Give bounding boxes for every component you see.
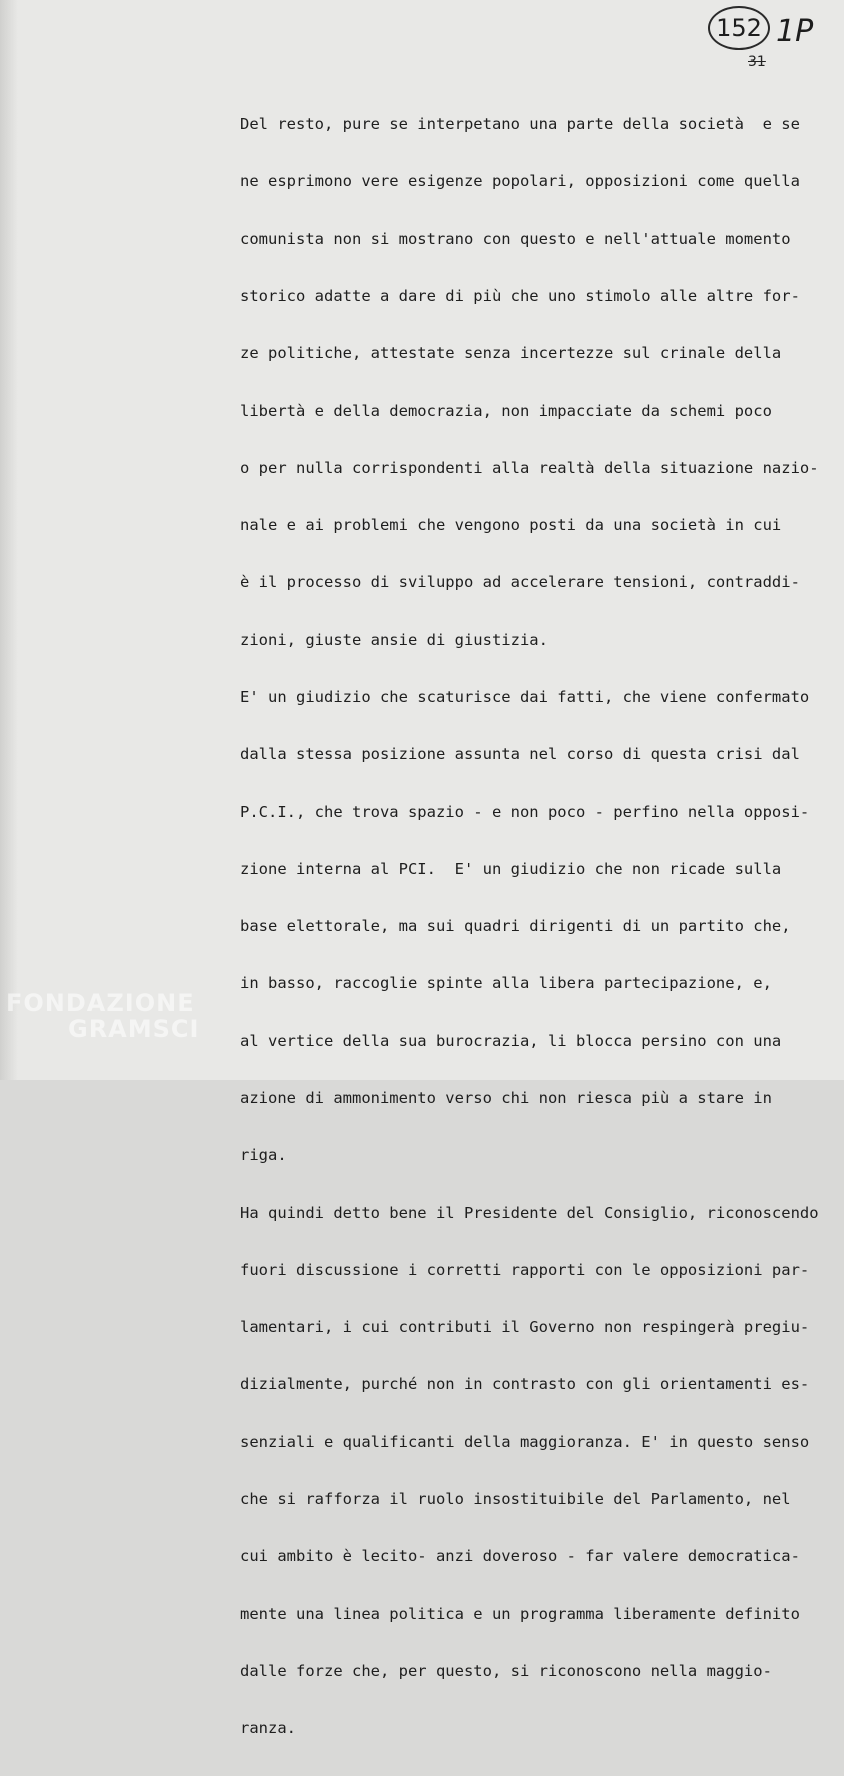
page-edge-shadow bbox=[0, 0, 18, 1080]
text-line: in basso, raccoglie spinte alla libera partecipazione, e, bbox=[240, 974, 772, 993]
text-line: dalla stessa posizione assunta nel corso di questa crisi dal bbox=[240, 745, 800, 764]
text-line: Del resto, pure se interpetano una parte della società e se bbox=[240, 115, 800, 134]
text-line: comunista non si mostrano con questo e nell'attuale momento bbox=[240, 229, 791, 248]
typed-body-text bbox=[240, 77, 844, 1776]
archive-stamp bbox=[708, 6, 770, 50]
text-line: senziali e qualificanti della maggioranza. E' in questo senso bbox=[240, 1432, 810, 1451]
text-line: base elettorale, ma sui quadri dirigenti di un partito che, bbox=[240, 917, 791, 936]
text-line: Ha quindi detto bene il Presidente del Consiglio, riconoscendo bbox=[240, 1203, 819, 1222]
text-line: zione interna al PCI. E' un giudizio che non ricade sulla bbox=[240, 859, 782, 878]
foundation-watermark bbox=[6, 990, 199, 1042]
text-line: al vertice della sua burocrazia, li blocca persino con una bbox=[240, 1031, 782, 1050]
handwritten-page-mark: 1P bbox=[776, 14, 814, 49]
text-line: fuori discussione i corretti rapporti con le opposizioni par- bbox=[240, 1260, 810, 1279]
crossed-out-page-number: 31 bbox=[748, 54, 766, 70]
text-line: riga. bbox=[240, 1146, 287, 1165]
watermark-line-2: GRAMSCI bbox=[68, 1015, 200, 1043]
text-line: dizialmente, purché non in contrasto con gli orientamenti es- bbox=[240, 1375, 810, 1394]
stamp-number: 152 bbox=[716, 14, 762, 42]
text-line: azione di ammonimento verso chi non riesca più a stare in bbox=[240, 1088, 772, 1107]
text-line: mente una linea politica e un programma liberamente definito bbox=[240, 1604, 800, 1623]
text-line: zioni, giuste ansie di giustizia. bbox=[240, 630, 548, 649]
text-line: E' un giudizio che scaturisce dai fatti, che viene confermato bbox=[240, 688, 810, 706]
text-line: nale e ai problemi che vengono posti da una società in cui bbox=[240, 516, 782, 535]
text-line: ranza. bbox=[240, 1719, 296, 1738]
text-line: P.C.I., che trova spazio - e non poco - perfino nella opposi- bbox=[240, 802, 810, 821]
text-line: dalle forze che, per questo, si riconoscono nella maggio- bbox=[240, 1661, 772, 1680]
watermark-line-1: FONDAZIONE bbox=[6, 989, 195, 1017]
text-line: lamentari, i cui contributi il Governo non respingerà pregiu- bbox=[240, 1318, 810, 1337]
text-line: è il processo di sviluppo ad accelerare tensioni, contraddi- bbox=[240, 573, 800, 592]
text-line: storico adatte a dare di più che uno stimolo alle altre for- bbox=[240, 287, 800, 306]
text-line: che si rafforza il ruolo insostituibile del Parlamento, nel bbox=[240, 1489, 791, 1508]
text-line: o per nulla corrispondenti alla realtà della situazione nazio- bbox=[240, 458, 819, 477]
text-line: ze politiche, attestate senza incertezze sul crinale della bbox=[240, 344, 782, 363]
text-line: cui ambito è lecito- anzi doveroso - far valere democratica- bbox=[240, 1547, 800, 1566]
text-line: ne esprimono vere esigenze popolari, opposizioni come quella bbox=[240, 172, 800, 191]
text-line: libertà e della democrazia, non impacciate da schemi poco bbox=[240, 401, 772, 420]
